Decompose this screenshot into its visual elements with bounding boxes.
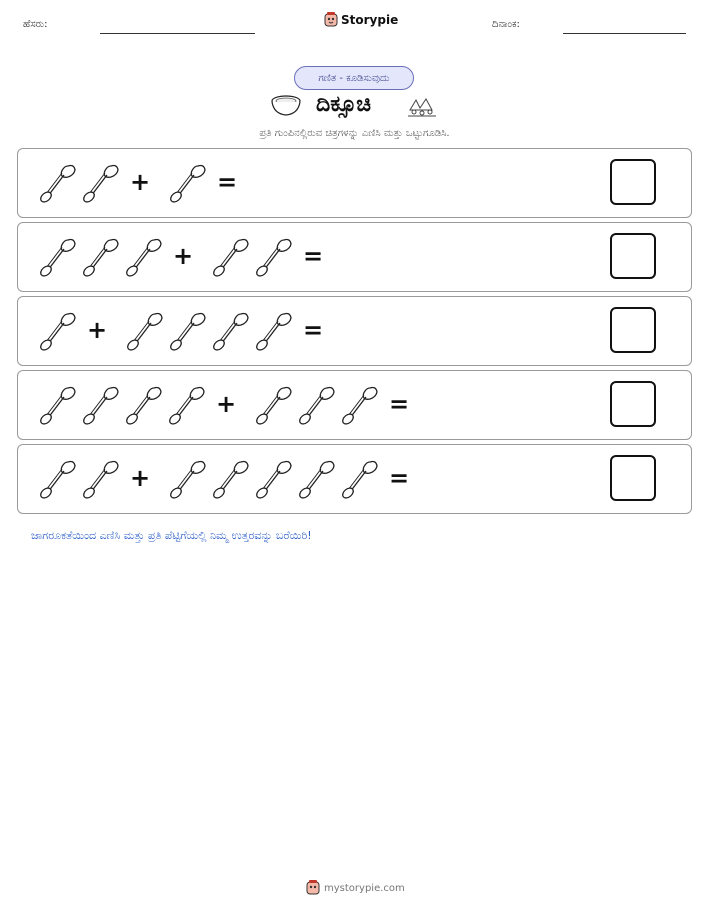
equals-sign: = [389,464,410,492]
answer-box[interactable] [610,233,656,279]
spoon-icon [81,237,121,279]
spoon-icon [38,385,78,427]
spoon-icon [167,385,207,427]
instruction-text: ಪ್ರತಿ ಗುಂಪಿನಲ್ಲಿರುವ ಚಿತ್ರಗಳನ್ನು ಎಣಿಸಿ ಮತ್ತು ಒಟ್ಟುಗೂಡಿಸಿ. [259,128,450,139]
plus-sign: + [130,464,151,492]
equals-sign: = [389,390,410,418]
plus-sign: + [173,242,194,270]
problem-row [17,370,692,440]
plus-sign: + [216,390,237,418]
title-area [270,92,440,120]
spoon-icon [124,385,164,427]
answer-box[interactable] [610,381,656,427]
spoon-icon [38,311,78,353]
brand-logo [324,12,398,28]
answer-box[interactable] [610,455,656,501]
bowl-icon [270,94,302,118]
decoration-icon [406,96,438,118]
name-label: ಹೆಸರು: [23,19,48,30]
site-url: mystorypie.com [324,882,405,894]
spoon-icon [38,459,78,501]
plus-sign: + [130,168,151,196]
problem-row [17,222,692,292]
answer-box[interactable] [610,159,656,205]
spoon-icon [81,459,121,501]
problem-row [17,296,692,366]
spoon-icon [125,311,165,353]
spoon-icon [211,311,251,353]
spoon-icon [38,237,78,279]
mascot-icon [324,12,338,28]
topic-badge: ಗಣಿತ - ಕೂಡಿಸುವುದು [294,66,414,90]
spoon-icon [81,163,121,205]
date-label: ದಿನಾಂಕ: [492,19,520,30]
date-line[interactable] [563,33,686,34]
equals-sign: = [303,316,324,344]
spoon-icon [211,459,251,501]
spoon-icon [168,459,208,501]
spoon-icon [168,163,208,205]
spoon-icon [340,385,380,427]
spoon-icon [297,385,337,427]
site-footer [306,880,405,896]
equals-sign: = [217,168,238,196]
brand-name: Storypie [341,13,399,27]
spoon-icon [38,163,78,205]
spoon-icon [340,459,380,501]
spoon-icon [124,237,164,279]
spoon-icon [168,311,208,353]
spoon-icon [254,459,294,501]
mascot-small-icon [306,880,320,896]
problem-row [17,444,692,514]
equals-sign: = [303,242,324,270]
page-title: ದಿಕ್ಸೂಚಿ [316,92,372,117]
name-line[interactable] [100,33,255,34]
spoon-icon [81,385,121,427]
answer-box[interactable] [610,307,656,353]
spoon-icon [254,311,294,353]
problem-row [17,148,692,218]
spoon-icon [297,459,337,501]
spoon-icon [254,385,294,427]
spoon-icon [211,237,251,279]
spoon-icon [254,237,294,279]
footer-note: ಜಾಗರೂಕತೆಯಿಂದ ಎಣಿಸಿ ಮತ್ತು ಪ್ರತಿ ಪೆಟ್ಟಿಗೆಯಲ್ಲಿ ನಿಮ್ಮ ಉತ್ತರವನ್ನು ಬರೆಯಿರಿ! [31,529,312,542]
plus-sign: + [87,316,108,344]
